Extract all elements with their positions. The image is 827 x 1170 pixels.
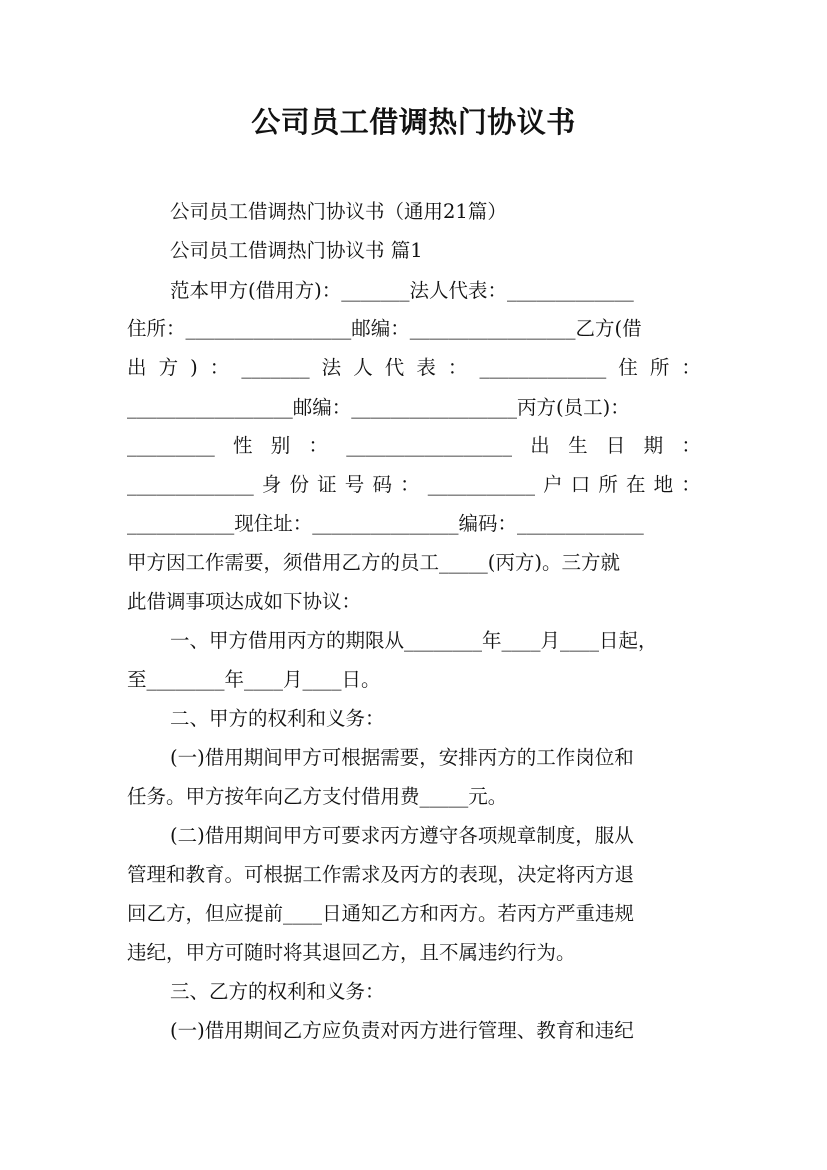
paragraph-line: 管理和教育。可根据工作需求及丙方的表现，决定将丙方退 xyxy=(127,863,635,886)
text-run: ) xyxy=(190,356,198,379)
text-run: ： xyxy=(681,434,701,457)
paragraph-line: 回乙方，但应提前____日通知乙方和丙方。若丙方严重违规 xyxy=(127,902,635,925)
text-run: ： xyxy=(447,356,468,379)
text-run: _____________ xyxy=(479,356,607,379)
paragraph-line: 住所：_________________邮编：_________________乙方(借 xyxy=(127,317,642,340)
text-run: 在 xyxy=(626,473,646,496)
paragraph-line xyxy=(127,354,701,382)
text-run: 证 xyxy=(317,473,337,496)
paragraph-line: 违纪，甲方可随时将其退回乙方，且不属违约行为。 xyxy=(127,941,576,964)
paragraph-line: (一)借用期间甲方可根据需要，安排丙方的工作岗位和 xyxy=(170,746,634,769)
text-run: 性 xyxy=(233,434,253,457)
text-run: 所 xyxy=(649,356,670,379)
text-run: 期 xyxy=(643,434,664,457)
text-run: ： xyxy=(400,473,420,496)
text-run: _________ xyxy=(127,434,215,457)
text-run: ： xyxy=(308,434,329,457)
text-run: 方 xyxy=(158,356,179,379)
paragraph-line: 一、甲方借用丙方的期限从________年____月____日起， xyxy=(170,629,658,652)
paragraph-line: (二)借用期间甲方可要求丙方遵守各项规章制度，服从 xyxy=(170,824,634,847)
text-run: 人 xyxy=(353,356,373,379)
text-run: ： xyxy=(209,356,230,379)
section-heading-line: 公司员工借调热门协议书 篇1 xyxy=(170,239,423,262)
text-run: 代 xyxy=(384,356,405,379)
paragraph-line: 此借调事项达成如下协议： xyxy=(127,590,362,613)
paragraph-line: 甲方因工作需要，须借用乙方的员工_____(丙方)。三方就 xyxy=(127,551,620,574)
text-run: 份 xyxy=(289,473,310,496)
document-title: 公司员工借调热门协议书 xyxy=(251,105,576,139)
text-run: 日 xyxy=(605,434,626,457)
subtitle-line: 公司员工借调热门协议书（通用21篇） xyxy=(170,200,507,223)
paragraph-line xyxy=(127,471,701,499)
text-run: 法 xyxy=(321,356,342,379)
text-run: 表 xyxy=(416,356,436,379)
text-run: ： xyxy=(681,473,701,496)
text-run: 别 xyxy=(270,434,291,457)
section-heading-line: 三、乙方的权利和义务： xyxy=(170,980,385,1003)
paragraph-line: 范本甲方(借用方)：_______法人代表：_____________ xyxy=(170,279,634,302)
text-run: 口 xyxy=(570,473,591,496)
paragraph-line: ___________现住址：_______________编码：_____________ xyxy=(127,512,644,535)
text-run: 出 xyxy=(127,356,147,379)
paragraph-line: (一)借用期间乙方应负责对丙方进行管理、教育和违纪 xyxy=(170,1019,634,1042)
text-run: ___________ xyxy=(427,473,535,496)
text-run: ： xyxy=(681,356,701,379)
paragraph-line: 至________年____月____日。 xyxy=(127,668,381,691)
text-run: 码 xyxy=(372,473,392,496)
paragraph-line: _________________邮编：_________________丙方(员工)： xyxy=(127,396,630,419)
text-run: _________________ xyxy=(346,434,513,457)
text-run: _____________ xyxy=(127,473,254,496)
section-heading-line: 二、甲方的权利和义务： xyxy=(170,707,385,730)
text-run: 地 xyxy=(653,473,674,496)
text-run: 所 xyxy=(598,473,618,496)
text-run: _______ xyxy=(241,356,310,379)
paragraph-line xyxy=(127,432,701,460)
text-run: 住 xyxy=(618,356,638,379)
text-run: 户 xyxy=(543,473,563,496)
paragraph-line: 任务。甲方按年向乙方支付借用费_____元。 xyxy=(127,785,508,808)
text-run: 身 xyxy=(261,473,282,496)
text-run: 号 xyxy=(344,473,365,496)
text-run: 生 xyxy=(568,434,588,457)
text-run: 出 xyxy=(530,434,550,457)
